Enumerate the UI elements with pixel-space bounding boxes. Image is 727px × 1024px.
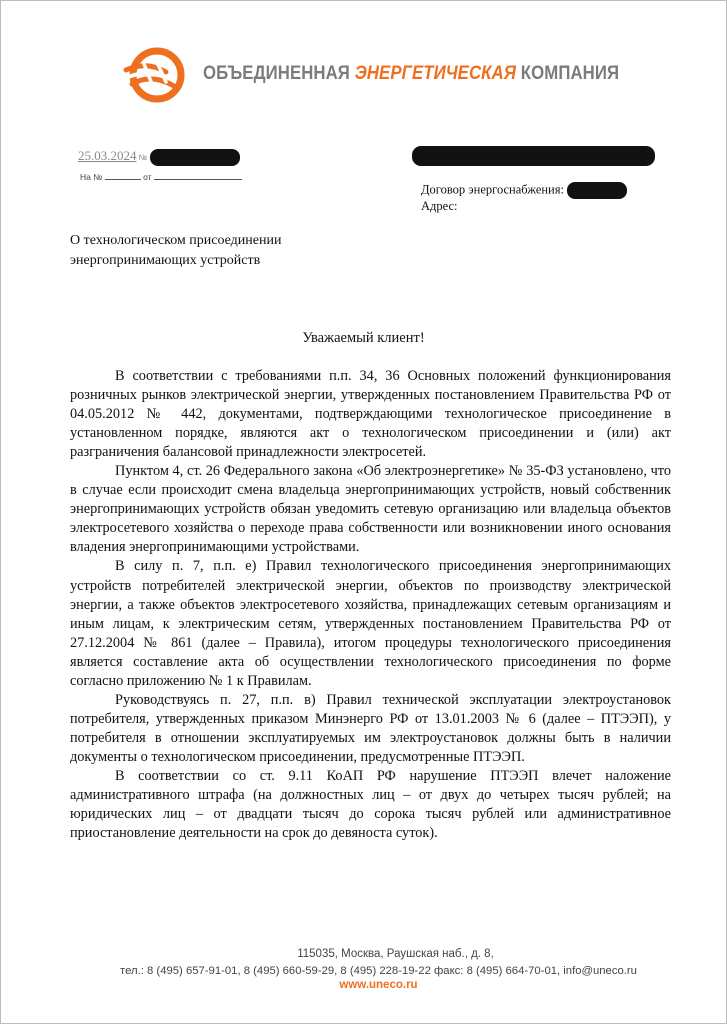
contract-label: Договор энергоснабжения:: [421, 182, 564, 197]
subject-line-1: О технологическом присоединении: [70, 233, 282, 248]
body-paragraph: Руководствуясь п. 27, п.п. в) Правил технической эксплуатации электроустановок потребителя, утвержденных приказом Минэнерго РФ от 13.01.2003 № 6 (далее – ПТЭЭП), у потребителя в отношении эксплуатируемых им электроустановок должны быть в наличии документы о технологическом присоединении, предусмотренные ПТЭЭП.: [70, 691, 671, 765]
greeting: Уважаемый клиент!: [302, 330, 425, 346]
footer-website-link[interactable]: www.uneco.ru: [339, 979, 418, 991]
letter-body: [70, 367, 671, 843]
letter-subject: [70, 231, 370, 271]
outgoing-date: 25.03.2024: [78, 148, 137, 163]
ref-date-blank: [154, 172, 242, 180]
outgoing-date-line: [78, 148, 240, 166]
company-name-part3: КОМПАНИЯ: [520, 62, 620, 84]
redacted-recipient: [412, 146, 655, 166]
footer-address: 115035, Москва, Раушская наб., д. 8,: [297, 948, 494, 960]
footer-contacts: тел.: 8 (495) 657-91-01, 8 (495) 660-59-29, 8 (495) 228-19-22 факс: 8 (495) 664-70-01, info@uneco.ru: [120, 965, 637, 977]
ref-from-label: от: [143, 172, 152, 182]
company-name-part2: ЭНЕРГЕТИЧЕСКАЯ: [354, 62, 517, 84]
reference-line: [80, 172, 242, 182]
contract-line: [421, 182, 627, 199]
body-paragraph: В соответствии с требованиями п.п. 34, 36 Основных положений функционирования розничных рынков электрической энергии, утвержденных постановлением Правительства РФ от 04.05.2012 № 442, документами, подтверждающими технологическое присоединение в установленном порядке, являются акт о технологическом присоединении и (или) акт разграничения балансовой принадлежности электросетей.: [70, 368, 671, 461]
body-paragraph: В соответствии со ст. 9.11 КоАП РФ нарушение ПТЭЭП влечет наложение административного штрафа (на должностных лиц – от двух до четырех тысяч рублей; на юридических лиц – от двадцати тысяч до сорока тысяч рублей или административное приостановление деятельности на срок до девяноста суток).: [70, 767, 671, 842]
ref-prefix: На №: [80, 172, 103, 182]
company-name-part1: ОБЪЕДИНЕННАЯ: [203, 62, 350, 84]
subject-line-2: энергопринимающих устройств: [70, 253, 261, 268]
redacted-number: [150, 149, 240, 166]
ref-number-blank: [105, 172, 141, 180]
body-paragraph: В силу п. 7, п.п. е) Правил технологического присоединения энергопринимающих устройств потребителей электрической энергии, объектов по производству электрической энергии, а также объектов электросетевого хозяйства, принадлежащих сетевым организациям и иным лицам, к электрическим сетям, утвержденных постановлением Правительства РФ от 27.12.2004 № 861 (далее – Правила), итогом процедуры технологического присоединения является составление акта об осуществлении технологического присоединения по форме согласно приложению № 1 к Правилам.: [70, 558, 671, 689]
address-label: Адрес:: [421, 199, 458, 213]
body-paragraph: Пунктом 4, ст. 26 Федерального закона «Об электроэнергетике» № 35-ФЗ установлено, что в случае если происходит смена владельца энергопринимающих устройств, новый собственник энергопринимающих устройств обязан уведомить сетевую организацию или владельца объектов электросетевого хозяйства о переходе права собственности или возникновении иного основания владения энергопринимающими устройствами.: [70, 463, 671, 556]
number-label: №: [138, 153, 148, 162]
uneco-logo: [122, 44, 192, 106]
redacted-contract-number: [567, 182, 627, 199]
company-name: [203, 62, 619, 85]
